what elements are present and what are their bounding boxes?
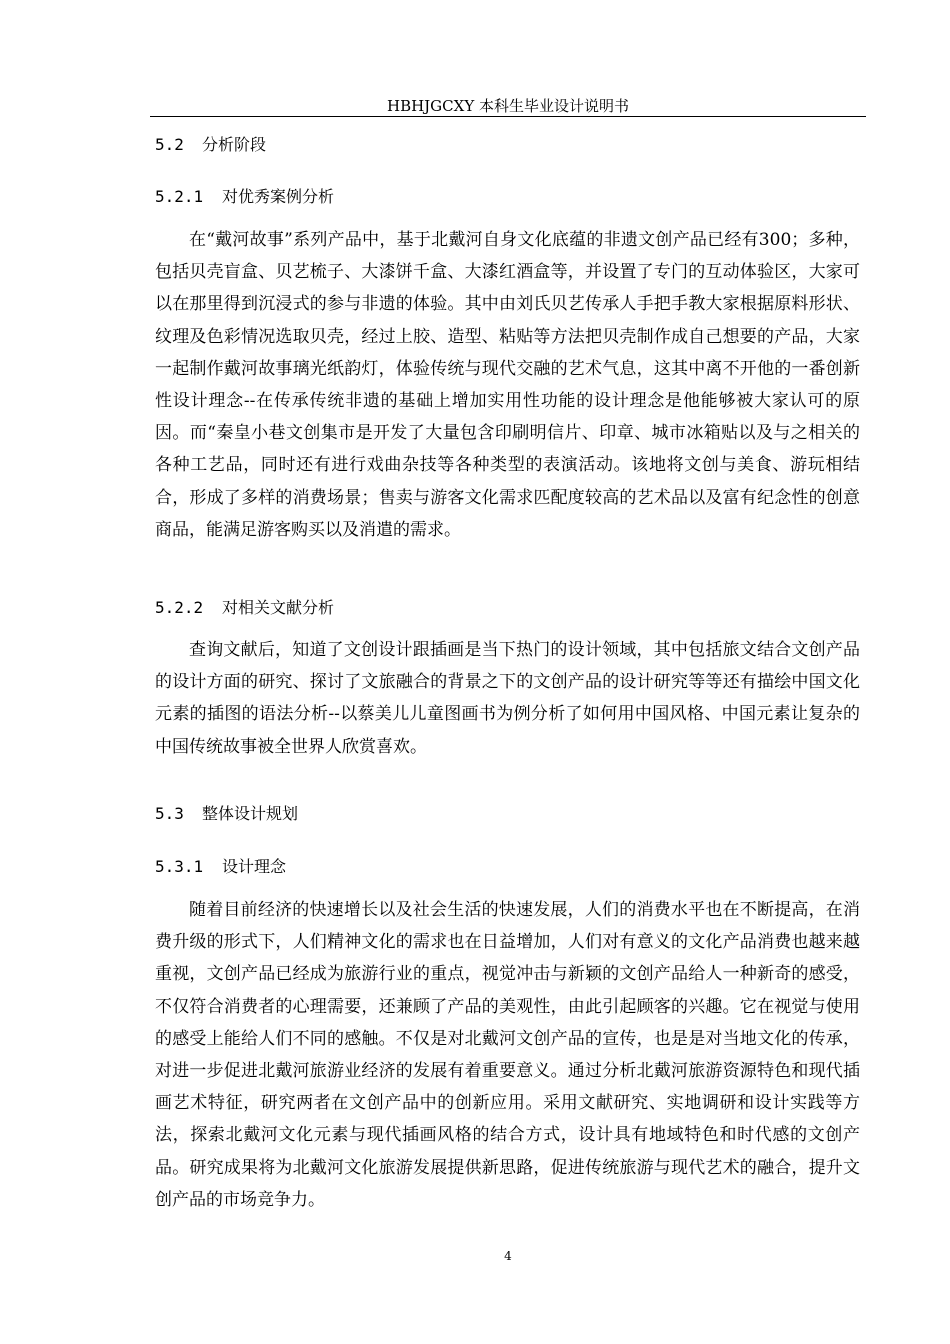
paragraph-design-concept: 随着目前经济的快速增长以及社会生活的快速发展，人们的消费水平也在不断提高，在消费升级的形式下，人们精神文化的需求也在日益增加，人们对有意义的文化产品消费也越来越重视，文创产品已经成为旅游行业的重点，视觉冲击与新颖的文创产品给人一种新奇的感受，不仅符合消费者的心理需要，还兼顾了产品的美观性，由此引起顾客的兴趣。它在视觉与使用的感受上能给人们不同的感触。不仅是对北戴河文创产品的宣传，也是是对当地文化的传承，对进一步促进北戴河旅游业经济的发展有着重要意义。通过分析北戴河旅游资源特色和现代插画艺术特征，研究两者在文创产品中的创新应用。采用文献研究、实地调研和设计实践等方法，探索北戴河文化元素与现代插画风格的结合方式，设计具有地域特色和时代感的文创产品。研究成果将为北戴河文化旅游发展提供新思路，促进传统旅游与现代艺术的融合，提升文创产品的市场竞争力。 — [155, 900, 860, 1210]
section-number: 5.2.1 — [155, 187, 204, 206]
section-heading-5-2 — [155, 135, 266, 155]
section-title: 分析阶段 — [202, 135, 267, 154]
section-number: 5.3.1 — [155, 857, 204, 876]
page-number: 4 — [504, 1249, 512, 1263]
section-heading-5-2-2 — [155, 598, 334, 618]
section-title: 设计理念 — [222, 857, 287, 876]
section-title: 整体设计规划 — [202, 804, 299, 823]
section-number: 5.2 — [155, 135, 184, 154]
section-number: 5.3 — [155, 804, 184, 823]
section-heading-5-3-1 — [155, 857, 286, 877]
header-rule — [150, 116, 866, 117]
section-number: 5.2.2 — [155, 598, 204, 617]
paragraph-literature-analysis: 查询文献后，知道了文创设计跟插画是当下热门的设计领域，其中包括旅文结合文创产品的设计方面的研究、探讨了文旅融合的背景之下的文创产品的设计研究等等还有描绘中国文化元素的插图的语法分析--以蔡美儿儿童图画书为例分析了如何用中国风格、中国元素让复杂的中国传统故事被全世界人欣赏喜欢。 — [155, 640, 860, 757]
section-heading-5-3 — [155, 804, 298, 824]
section-heading-5-2-1 — [155, 187, 334, 207]
section-title: 对优秀案例分析 — [222, 187, 335, 206]
section-title: 对相关文献分析 — [222, 598, 335, 617]
page-header: HBHJGCXY 本科生毕业设计说明书 — [386, 97, 629, 115]
paragraph-case-analysis: 在“戴河故事”系列产品中，基于北戴河自身文化底蕴的非遗文创产品已经有300；多种，包括贝壳盲盒、贝艺梳子、大漆饼千盒、大漆红酒盒等，并设置了专门的互动体验区，大家可以在那里得到沉浸式的参与非遗的体验。其中由刘氏贝艺传承人手把手教大家根据原料形状、纹理及色彩情况选取贝壳，经过上胶、造型、粘贴等方法把贝壳制作成自己想要的产品，大家一起制作戴河故事璃光纸韵灯，体验传统与现代交融的艺术气息，这其中离不开他的一番创新性设计理念--在传承传统非遗的基础上增加实用性功能的设计理念是他能够被大家认可的原因。而“秦皇小巷文创集市是开发了大量包含印刷明信片、印章、城市冰箱贴以及与之相关的各种工艺品，同时还有进行戏曲杂技等各种类型的表演活动。该地将文创与美食、游玩相结合，形成了多样的消费场景；售卖与游客文化需求匹配度较高的艺术品以及富有纪念性的创意商品，能满足游客购买以及消遣的需求。 — [155, 230, 860, 540]
